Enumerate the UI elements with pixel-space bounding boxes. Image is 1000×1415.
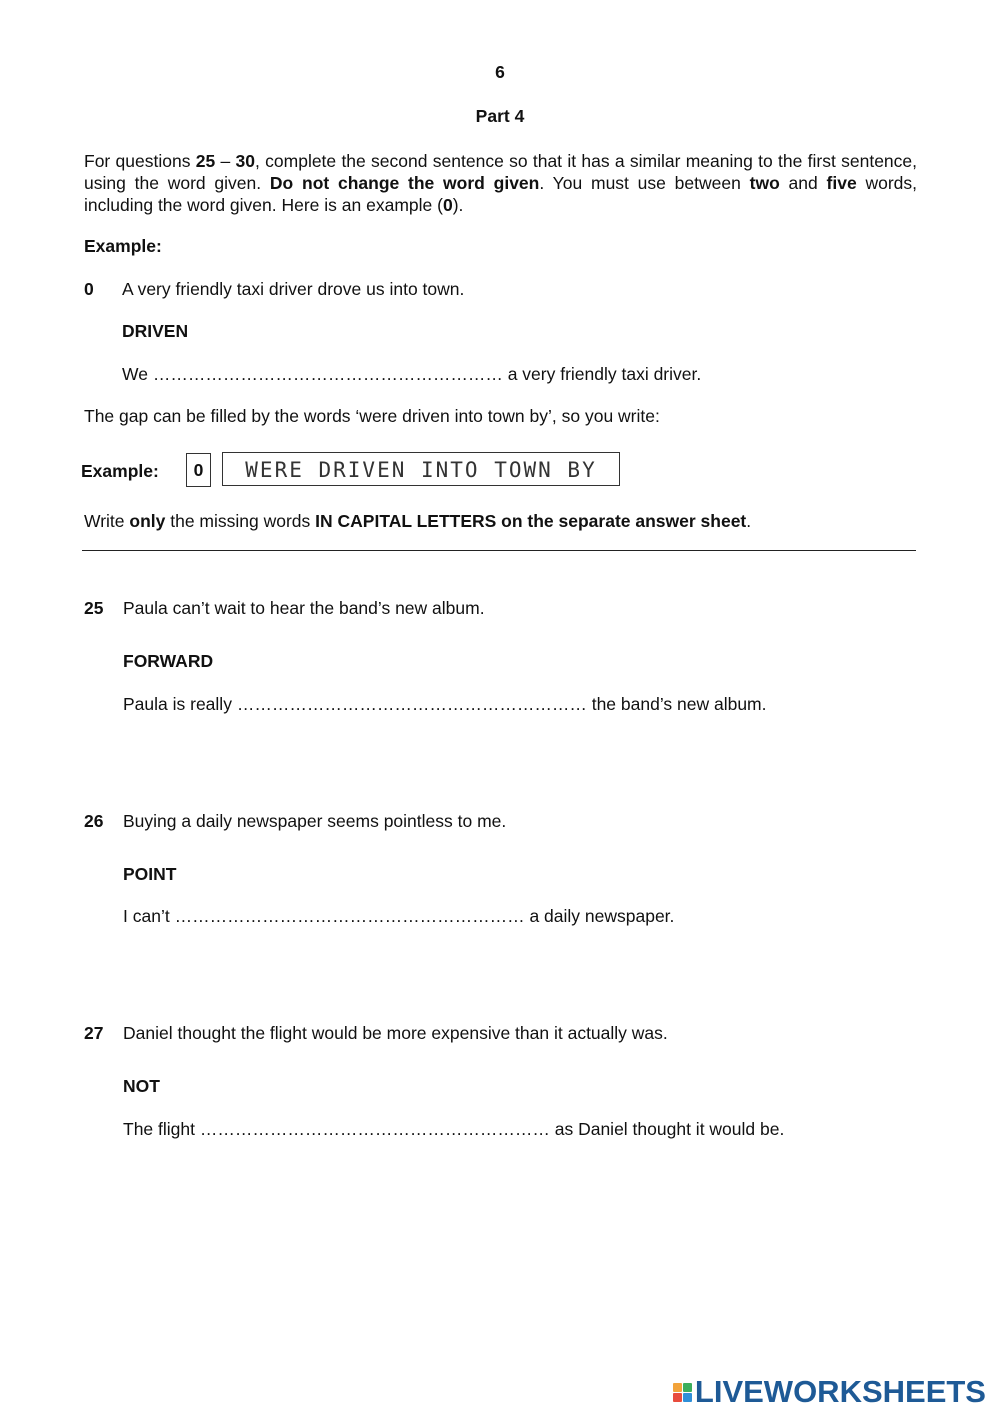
question-gapped-sentence: The flight …………………………………………………… as Daniel thought it would be. (123, 1119, 785, 1139)
answer-number-box: 0 (186, 453, 211, 487)
answer-gap[interactable]: …………………………………………………… (236, 694, 587, 714)
question-keyword: POINT (123, 864, 177, 884)
liveworksheets-logo[interactable] (673, 1374, 986, 1410)
answer-gap[interactable]: …………………………………………………… (199, 1119, 550, 1139)
example-sentence: A very friendly taxi driver drove us into town. (122, 279, 465, 299)
section-divider (82, 550, 916, 551)
question-number: 25 (84, 598, 104, 618)
question-keyword: FORWARD (123, 651, 214, 671)
answer-gap[interactable]: …………………………………………………… (174, 906, 525, 926)
part-title: Part 4 (475, 106, 525, 126)
page-number: 6 (495, 62, 505, 82)
question-gapped-sentence: Paula is really …………………………………………………… the band’s new album. (123, 694, 767, 714)
answer-example-label: Example: (81, 461, 159, 481)
answer-instruction: Write only the missing words IN CAPITAL LETTERS on the separate answer sheet. (84, 511, 752, 531)
instructions-paragraph: For questions 25 – 30, complete the second sentence so that it has a similar meaning to the first sentence, using the word given. Do not change the word given. You must use between two and five words, including the word given. Here is an example (0). (84, 151, 917, 215)
gap-note: The gap can be filled by the words ‘were driven into town by’, so you write: (84, 406, 660, 426)
question-number: 27 (84, 1023, 104, 1043)
example-keyword: DRIVEN (122, 321, 189, 341)
question-keyword: NOT (123, 1076, 160, 1096)
question-sentence: Buying a daily newspaper seems pointless to me. (123, 811, 507, 831)
answer-text-box: WERE DRIVEN INTO TOWN BY (222, 452, 620, 486)
example-number: 0 (84, 279, 94, 299)
liveworksheets-logo-icon (673, 1383, 692, 1402)
question-gapped-sentence: I can’t …………………………………………………… a daily newspaper. (123, 906, 675, 926)
example-heading: Example: (84, 236, 162, 256)
example-gapped-sentence: We …………………………………………………… a very friendly taxi driver. (122, 364, 702, 384)
question-sentence: Paula can’t wait to hear the band’s new album. (123, 598, 485, 618)
question-sentence: Daniel thought the flight would be more expensive than it actually was. (123, 1023, 668, 1043)
liveworksheets-logo-text: LIVEWORKSHEETS (694, 1374, 986, 1409)
question-number: 26 (84, 811, 104, 831)
